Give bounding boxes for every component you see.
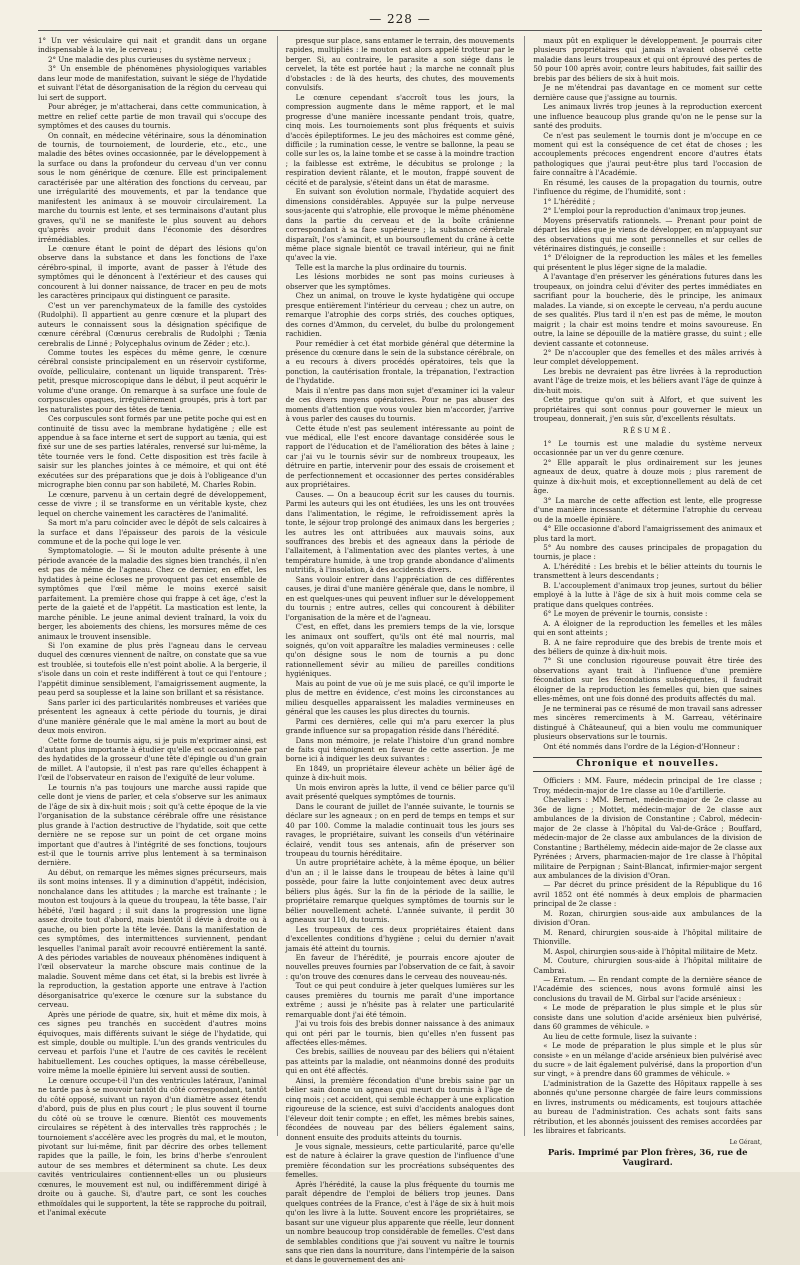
paragraph: — Par décret du prince président de la République du 16 avril 1852 ont été nommés à deux emplois de pharmacien principal de 2e classe : (533, 880, 763, 909)
paragraph: Cette forme de tournis aigu, si je puis m'exprimer ainsi, est d'autant plus importante à étudier qu'elle est occasionnée par des hydatides de la grosseur d'une tête d'épingle ou d'un grain de millet. A l'autopsie, il n'est pas rare qu'elles échappent à l'œil de l'observateur en raison de l'exiguïté de leur volume. (38, 735, 267, 783)
paragraph: C'est, en effet, dans les premiers temps de la vie, lorsque les animaux ont souffert, qu'ils ont été mal nourris, mal soignés, qu'on voit apparaître les maladies vermineuses : celle qu'on désigne sous le nom de tournis a pu donc rationnellement sévir au milieu de pareilles conditions hygiéniques. (285, 622, 515, 679)
paragraph: M. Aspol, chirurgien sous-aide à l'hôpital militaire de Metz. (543, 946, 758, 956)
column-3 (524, 36, 763, 1168)
paragraph: Le cœnure étant le point de départ des lésions qu'on observe dans la substance et dans les fonctions de l'axe cérébro-spinal, il importe, avant de passer à l'étude des symptômes qui le dénoncent à l'extérieur et des causes qui concourent à lui donner naissance, de tracer en peu de mots les caractères principaux qui distinguent ce parasite. (38, 243, 267, 301)
paragraph: maux pût en expliquer le développement. Je pourrais citer plusieurs propriétaires qui jamais n'avaient observé cette maladie dans leurs troupeaux et qui ont éprouvé des pertes de 50 pour 100 après avoir, contre leurs habitudes, fait saillir des brebis par des béliers de six à huit mois. (533, 36, 763, 83)
paragraph: L'administration de la Gazette des Hôpitaux rappelle à ses abonnés qu'une personne chargée de faire leurs commissions en livres, instruments ou médicaments, est toujours attachée au bureau de l'administration. Ces achats sont faits sans rétribution, et les abonnés jouissent des remises accordées par les libraires et fabricants. (533, 1078, 763, 1136)
paragraph: Un mois environ après la lutte, il vend ce bélier parce qu'il avait présenté quelques symptômes de tournis. (285, 782, 515, 802)
paragraph: Ont été nommés dans l'ordre de la Légion-d'Honneur : (543, 741, 740, 751)
paragraph: B. L'accouplement d'animaux trop jeunes, surtout du bélier employé à la lutte à l'âge de six à huit mois comme cela se pratique dans quelques contrées. (533, 580, 763, 609)
paragraph: Je ne terminerai pas ce résumé de mon travail sans adresser mes sincères remerciments à M. Garreau, vétérinaire distingué à Châteauneuf, qui a bien voulu me communiquer plusieurs observations sur le tournis. (533, 703, 763, 742)
paragraph: C'est un ver parenchymateux de la famille des cystoïdes (Rudolphi). Il appartient au genre cœnure et la plupart des auteurs le connaissent sous la désignation spécifique de cœnure cérébral (Cœnurus cerebralis de Rudolphi ; Tænia cerebralis de Linné ; Polycephalus ovinum de Zéder ; etc.). (38, 300, 267, 348)
gerant-label: Le Gérant, (729, 1138, 763, 1146)
paragraph: Mais il n'entre pas dans mon sujet d'examiner ici la valeur de ces divers moyens opératoires. Pour ne pas abuser des moments d'attention que vous voulez bien m'accorder, j'arrive à vous parler des causes du tournis. (285, 385, 515, 424)
paragraph: 7° Si une conclusion rigoureuse pouvait être tirée des observations ayant trait à l'influence d'une première fécondation sur les fécondations subséquentes, il faudrait éloigner de la reproduction les femelles qui, bien que saines elles-mêmes, ont une fois donné des produits affectés du mal. (533, 656, 763, 704)
paragraph: Le cœnure cependant s'accroît tous les jours, la compression augmente dans le même rapport, et le mal progresse d'une manière incessante pendant trois, quatre, cinq mois. Les tournoiements sont plus fréquents et suivis d'accès épileptiformes. Le jeu des mâchoires est comme gêné, difficile ; la rumination cesse, le ventre se ballonne, la peau se colle sur les os, la laine tombe et se casse à la moindre traction ; la faiblesse est extrême, le décubitus se prolonge ; la respiration devient râlante, et le mouton, frappé souvent de cécité et de paralysie, s'éteint dans un état de marasme. (285, 92, 515, 187)
paragraph: 1° D'éloigner de la reproduction les mâles et les femelles qui présentent le plus léger signe de la maladie. (533, 253, 763, 272)
paragraph: Les lésions morbides ne sont pas moins curieuses à observer que les symptômes. (285, 272, 515, 291)
paragraph: A l'avantage d'en préserver les générations futures dans les troupeaux, on joindra celui d'éviter des pertes immédiates en sacrifiant pour la boucherie, dès le principe, les animaux malades. La viande, si on excepte le cerveau, n'a perdu aucune de ses qualités. Plus tard il n'en est pas de même, le mouton maigrit ; la chair est moins tendre et moins savoureuse. En outre, la laine se dépouille de la matière grasse, du suint ; elle devient cassante et cotonneuse. (533, 272, 763, 348)
paragraph: Symptomatologie. — Si le mouton adulte présente à une période avancée de la maladie des signes bien tranchés, il n'en est pas de même de l'agneau. Chez ce dernier, en effet, les hydatides à peine écloses ne provoquent pas cet ensemble de symptômes que l'œil même le moins exercé saisit parfaitement. La première chose qui frappe à cet âge, c'est la perte de la gaieté et de l'appétit. La mastication est lente, la marche pénible. Le jeune animal devient traînard, la voix du berger, les aboiements des chiens, les morsures même de ces animaux le trouvent insensible. (38, 546, 267, 641)
paragraph: Le cœnure, parvenu à un certain degré de développement, cesse de vivre ; il se transforme en un véritable kyste, chez lequel on cherche vainement les caractères de l'animalité. (38, 489, 267, 518)
paragraph: Si l'on examine de plus près l'agneau dans le cerveau duquel des cœnures viennent de naître, on constate que sa vue est troublée, si toutefois elle n'est point abolie. A la bergerie, il s'isole dans un coin et reste indifférent à tout ce qui l'entoure ; l'appétit diminue sensiblement, l'amaigrissement augmente, la peau perd sa souplesse et la laine son brillant et sa résistance. (38, 641, 267, 698)
paragraph: A. A éloigner de la reproduction les femelles et les mâles qui en sont atteints ; (533, 618, 763, 638)
paragraph: Causes. — On a beaucoup écrit sur les causes du tournis. Parmi les auteurs qui les ont étudiées, les uns les ont trouvées dans l'alimentation, le régime, le refroidissement après la tonte, le séjour trop prolongé des animaux dans les bergeries ; les autres les ont attribuées aux mauvais soins, aux souffrances des brebis et des agneaux dans la période de l'allaitement, à l'alimentation avec des plantes vertes, à une température humide, à une trop grande abondance d'aliments nutritifs, à l'insolation, à des accidents divers. (285, 489, 515, 575)
paragraph: 2° L'emploi pour la reproduction d'animaux trop jeunes. (543, 206, 746, 216)
paragraph: M. Rozan, chirurgien sous-aide aux ambulances de la division d'Oran. (533, 908, 763, 928)
paragraph: B. A ne faire reproduire que des brebis de trente mois et des béliers de quinze à dix-huit mois. (533, 637, 763, 656)
paragraph: En faveur de l'hérédité, je pourrais encore ajouter de nouvelles preuves fournies par l'observation de ce fait, à savoir : qu'on trouve des cœnures dans le cerveau des nouveau-nés. (285, 952, 515, 981)
paragraph: Ainsi, la première fécondation d'une brebis saine par un bélier sain donne un agneau qui meurt du tournis à l'âge de cinq mois ; cet accident, qui semble échapper à une explication rigoureuse de la science, est suivi d'accidents analogues dont l'éleveur doit tenir compte ; en effet, les mêmes brebis saines, fécondées de nouveau par des béliers également sains, donnent ensuite des produits atteints du tournis. (285, 1075, 515, 1142)
paragraph: Les brebis ne devraient pas être livrées à la reproduction avant l'âge de treize mois, et les béliers avant l'âge de quinze à dix-huit mois. (533, 366, 763, 395)
columns-container (38, 36, 763, 1265)
paragraph: Sans parler ici des particularités nombreuses et variées que présentent les agneaux à cette période du tournis, je dirai d'une manière générale que le mal amène la mort au bout de deux mois environ. (38, 697, 267, 736)
paragraph: 2° De n'accoupler que des femelles et des mâles arrivés à leur complet développement. (533, 347, 763, 367)
paragraph: 6° Le moyen de prévenir le tournis, consiste : (543, 609, 708, 619)
paragraph: Les troupeaux de ces deux propriétaires étaient dans d'excellentes conditions d'hygiène ; celui du dernier n'avait jamais été atteint du tournis. (285, 924, 515, 953)
paragraph: 2° Elle apparaît le plus ordinairement sur les jeunes agneaux de deux, quatre à douze mois ; plus rarement de quinze à dix-huit mois, et exceptionnellement au delà de cet âge. (533, 457, 763, 496)
paragraph: Après l'hérédité, la cause la plus fréquente du tournis me paraît dépendre de l'emploi de béliers trop jeunes. Dans quelques contrées de la France, c'est à l'âge de six à huit mois qu'on les livre à la lutte. Souvent encore les propriétaires, se basant sur une vigueur plus apparente que réelle, leur donnent un nombre beaucoup trop considérable de femelles. C'est dans de semblables conditions que j'ai souvent vu naître le tournis sans que rien dans la nourriture, dans l'intempérie de la saison et dans le gouvernement des ani- (285, 1179, 515, 1265)
paragraph: Mais au point de vue où je me suis placé, ce qu'il importe le plus de mettre en évidence, c'est moins les circonstances au milieu desquelles apparaissent les maladies vermineuses en général que les causes les plus directes du tournis. (285, 678, 515, 717)
paragraph: Officiers : MM. Faure, médecin principal de 1re classe ; Troy, médecin-major de 1re classe au 10e d'artillerie. (533, 776, 763, 795)
paragraph: Ces brebis, saillies de nouveau par des béliers qui n'étaient pas atteints par la maladie, ont néanmoins donné des produits qui en ont été affectés. (285, 1047, 515, 1076)
paragraph: M. Couture, chirurgien sous-aide à l'hôpital militaire de Cambrai. (533, 956, 763, 975)
page-number: — 228 — (369, 12, 431, 26)
paragraph: Pour remédier à cet état morbide général que détermine la présence du cœnure dans le sein de la substance cérébrale, on a eu recours à divers procédés opératoires, tels que la ponction, la cautérisation frontale, la trépanation, l'extraction de l'hydatide. (285, 338, 515, 386)
paragraph: — Erratum. — En rendant compte de la dernière séance de l'Académie des sciences, nous avons formulé ainsi les conclusions du travail de M. Girbal sur l'acide arsénieux : (533, 974, 763, 1003)
paragraph: Le cœnure occupe-t-il l'un des ventricules latéraux, l'animal ne tarde pas à se mouvoir tantôt du côté correspondant, tantôt du côté opposé, suivant un rayon d'un diamètre assez étendu d'abord, puis de plus en plus court ; le plus souvent il tourne du côté où se trouve le cœnure. Bientôt ces mouvements circulaires se répètent à des intervalles très rapprochés ; le tournoiement s'accélère avec les progrès du mal, et le mouton, pivotant sur lui-même, finit par décrire des orbes tellement rapides que la paille, le foin, les brins d'herbe s'enroulent autour de ses membres et déterminent sa chute. Les deux cavités ventriculaires contiennent-elles un ou plusieurs cœnures, le mouvement est nul, ou indifféremment dirigé à droite ou à gauche. Si, d'autre part, ce sont les couches ethmoïdales qui le supportent, la tête se rapproche du poitrail, et l'animal exécute (38, 1075, 267, 1218)
paragraph: Au lieu de cette formule, lisez la suivante : (543, 1031, 697, 1041)
paragraph: Dans mon mémoire, je relate l'histoire d'un grand nombre de faits qui témoignent en faveur de cette assertion. Je me borne ici à indiquer les deux suivantes : (285, 735, 515, 764)
paragraph: 2° Une maladie des plus curieuses du système nerveux ; (47, 54, 252, 64)
paragraph: Ce n'est pas seulement le tournis dont je m'occupe en ce moment qui est la conséquence de cet état de choses ; les accouplements précoces engendrent encore d'autres états pathologiques que j'aurai peut-être plus tard l'occasion de faire connaître à l'Académie. (533, 130, 763, 178)
column-1 (38, 36, 267, 1218)
paragraph: Chevaliers : MM. Bernet, médecin-major de 2e classe au 36e de ligne ; Mottet, médecin-major de 2e classe aux ambulances de la division de Constantine ; Cabrol, médecin-major de 2e classe à l'hôpital du Val-de-Grâce ; Bouffard, médecin-major de 2e classe aux ambulances de la division de Constantine ; Barthélemy, médecin aide-major de 2e classe aux Pyrénées ; Arvers, pharmacien-major de 1re classe à l'hôpital militaire de Perpignan ; Saint-Blancat, infirmier-major sergent aux ambulances de la division d'Oran. (533, 795, 763, 880)
paragraph: Ces corpuscules sont formés par une petite poche qui est en continuité de tissu avec la membrane hydatigène ; elle est appendue à sa face interne et sert de support au tænia, qui est fixé sur une de ses parties latérales, renversé sur lui-même, la tête tournée vers le fond. Cette disposition est très facile à saisir sur les planches jointes à ce mémoire, et qui ont été exécutées sur des préparations que je dois à l'obligeance d'un micrographe bien connu par son habileté, M. Charles Robin. (38, 414, 267, 490)
paragraph: Moyens préservatifs rationnels. — Prenant pour point de départ les idées que je viens de développer, en m'appuyant sur des observations qui me sont personnelles et sur celles de vétérinaires distingués, je conseille : (533, 215, 763, 253)
paragraph: Je ne m'étendrai pas davantage en ce moment sur cette dernière cause que j'assigne au tournis. (533, 83, 763, 102)
paragraph: 5° Au nombre des causes principales de propagation du tournis, je place : (533, 543, 763, 562)
paragraph: 1° L'hérédité ; (543, 196, 596, 206)
paragraph: Je vous signale, messieurs, cette particularité, parce qu'elle est de nature à éclairer la grave question de l'influence d'une première fécondation sur les procréations subséquentes des femelles. (285, 1142, 515, 1180)
paragraph: On connaît, en médecine vétérinaire, sous la dénomination de tournis, de tournoiement, de lourderie, etc., etc., une maladie des bêtes ovines occasionnée, par le développement à la surface ou dans la profondeur du cerveau d'un ver connu sous le nom générique de cœnure. Elle est principalement caractérisée par une altération des fonctions du cerveau, par une irrégularité des mouvements, et par la tendance que manifestent les animaux à se mouvoir circulairement. La marche du tournis est lente, et ses terminaisons d'autant plus graves, qu'il ne se manifeste le plus souvent au dehors qu'après avoir produit dans l'économie des désordres irrémédiables. (38, 130, 267, 244)
paragraph: Les animaux livrés trop jeunes à la reproduction exercent une influence beaucoup plus grande qu'on ne le pense sur la santé des produits. (533, 102, 763, 131)
paragraph: Cette pratique qu'on suit à Alfort, et que suivent les propriétaires qui sont connus pour gouverner le mieux un troupeau, donnerait, j'en suis sûr, d'excellents résultats. (533, 395, 763, 424)
paragraph: En 1849, un propriétaire éleveur achète un bélier âgé de quinze à dix-huit mois. (285, 763, 515, 783)
top-rule (38, 30, 762, 31)
resume-title: RÉSUMÉ. (622, 426, 673, 435)
paragraph: Tout ce qui peut conduire à jeter quelques lumières sur les causes premières du tournis me paraît d'une importance extrême ; aussi je n'hésite pas à relater une particularité remarquable dont j'ai été témoin. (285, 981, 515, 1019)
paragraph: En résumé, les causes de la propagation du tournis, outre l'influence du régime, de l'humidité, sont : (533, 177, 763, 197)
paragraph: « Le mode de préparation le plus simple et le plus sûr consiste » en un mélange d'acide arsénieux bien pulvérisé avec du sucre » de lait également pulvérisé, dans la proportion d'un sur vingt, » à prendre dans 60 grammes de véhicule. » (533, 1041, 763, 1079)
paragraph: Le tournis n'a pas toujours une marche aussi rapide que celle dont je viens de parler, et cela s'observe sur les animaux de l'âge de six à dix-huit mois ; soit qu'à cette époque de la vie l'organisation de la substance cérébrale offre une résistance plus grande à l'action destructive de l'hydatide, soit que cette dernière ne se repose sur un point de cet organe moins important que d'autres à l'intégrité de ses fonctions, toujours est-il que le tournis arrive plus lentement à sa terminaison dernière. (38, 782, 267, 868)
paragraph: 4° Elle occasionne d'abord l'amaigrissement des animaux et plus tard la mort. (533, 524, 763, 543)
paragraph: 1° Le tournis est une maladie du système nerveux occasionnée par un ver du genre cœnure. (533, 439, 763, 458)
paragraph: Dans le courant de juillet de l'année suivante, le tournis se déclare sur les agneaux ; on en perd de temps en temps et sur 40 par 100. Comme la maladie continuait tous les jours ses ravages, le propriétaire, suivant les conseils d'un vétérinaire éclairé, vendit tous ses antenais, afin de préserver son troupeau du tournis héréditaire. (285, 801, 515, 858)
paragraph: Sa mort m'a paru coïncider avec le dépôt de sels calcaires à la surface et dans l'épaisseur des parois de la vésicule commune et de la poche qui loge le ver. (38, 518, 267, 547)
chronique-title: Chronique et nouvelles. (533, 757, 762, 772)
paragraph: Parmi ces dernières, celle qui m'a paru exercer la plus grande influence sur sa propagation réside dans l'hérédité. (285, 716, 515, 736)
paragraph: « Le mode de préparation le plus simple et le plus sûr consiste dans une solution d'acide arsénieux bien pulvérisé, dans 60 grammes de véhicule. » (533, 1003, 763, 1032)
paragraph: Chez un animal, on trouve le kyste hydatigène qui occupe presque entièrement l'intérieur du cerveau ; chez un autre, on remarque l'atrophie des corps striés, des couches optiques, des cornes d'Ammon, du cervelet, du bulbe du prolongement rachidien. (285, 291, 515, 339)
column-2 (277, 36, 515, 1265)
paragraph: presque sur place, sans entamer le terrain, des mouvements rapides, multipliés : le mouton est alors appelé trotteur par le berger. Si, au contraire, le parasite a son siége dans le cervelet, la tête est portée haut ; la marche ne connaît plus d'obstacles : de là des heurts, des chutes, des mouvements convulsifs. (285, 36, 515, 93)
paragraph: Cette étude n'est pas seulement intéressante au point de vue médical, elle l'est encore davantage considérée sous le rapport de l'éducation et de l'amélioration des bêtes à laine ; car j'ai vu le tournis sévir sur de nombreux troupeaux, les détruire en partie, intervenir pour des essais de croisement et de perfectionnement et occasionner des pertes considérables aux propriétaires. (285, 423, 515, 490)
paragraph: 3° La marche de cette affection est lente, elle progresse d'une manière incessante et détermine l'atrophie du cerveau ou de la moelle épinière. (533, 495, 763, 524)
paragraph: Pour abréger, je m'attacherai, dans cette communication, à mettre en relief cette partie de mon travail qui s'occupe des symptômes et des causes du tournis. (38, 102, 267, 131)
paragraph: Sans vouloir entrer dans l'appréciation de ces différentes causes, je dirai d'une manière générale que, dans le nombre, il en est quelques-unes qui peuvent influer sur le développement du tournis ; entre autres, celles qui concourent à débiliter l'organisation de la mère et de l'agneau. (285, 574, 515, 622)
paragraph: Comme toutes les espèces du même genre, le cœnure cérébral consiste principalement en un réservoir cystiforme, ovoïde, pelliculaire, contenant un liquide transparent. Très-petit, presque microscopique dans le début, il peut acquérir le volume d'une orange. On remarque à sa surface une foule de corpuscules opaques, irrégulièrement groupés, pris à tort par les naturalistes pour des têtes de tænia. (38, 347, 267, 414)
paragraph: 3° Un ensemble de phénomènes physiologiques variables dans leur mode de manifestation, suivant le siége de l'hydatide et suivant l'état de désorganisation de la région du cerveau qui lui sert de support. (38, 64, 267, 102)
paragraph: Au début, on remarque les mêmes signes précurseurs, mais ils sont moins intenses. Il y a diminution d'appétit, indécision, nonchalance dans les attitudes ; la marche est traînante ; le mouton est toujours à la queue du troupeau, la tête basse, l'air hébété, l'œil hagard ; il suit dans la progression une ligne assez droite tout d'abord, mais bientôt il dévie à droite ou à gauche, ou bien porte la tête levée. Dans la manifestation de ces symptômes, des intermittences surviennent, pendant lesquelles l'animal paraît avoir recouvré entièrement la santé. A des périodes variables de nouveaux phénomènes indiquent à l'œil observateur la marche obscure mais continue de la maladie. Souvent même dans cet état, si la brebis est livrée à la reproduction, la gestation apporte une entrave à l'action désorganisatrice qu'exerce le cœnure sur la substance du cerveau. (38, 867, 267, 1010)
paragraph: Un autre propriétaire achète, à la même époque, un bélier d'un an ; il le laisse dans le troupeau de bêtes à laine qu'il possède, pour faire la lutte conjointement avec deux autres béliers plus âgés. Sur la fin de la période de la saillie, le propriétaire remarque quelques symptômes de tournis sur le bélier nouvellement acheté. L'année suivante, il perdit 30 agneaux sur 110, du tournis. (285, 858, 515, 925)
paragraph: Après une période de quatre, six, huit et même dix mois, à ces signes peu tranchés en succèdent d'autres moins équivoques, mais différents suivant le siége de l'hydatide, qui est simple, double ou multiple. L'un des grands ventricules du cerveau et parfois l'une et l'autre de ces cavités le recèlent habituellement. Les couches optiques, la masse cérébelleuse, voire même la moelle épinière lui servent aussi de soutien. (38, 1009, 267, 1076)
paragraph: Telle est la marche la plus ordinaire du tournis. (295, 262, 467, 272)
paragraph: J'ai vu trois fois des brebis donner naissance à des animaux qui ont péri par le tournis, bien qu'elles n'en fussent pas affectées elles-mêmes. (285, 1019, 515, 1048)
paragraph: M. Renard, chirurgien sous-aide à l'hôpital militaire de Thionville. (533, 927, 763, 947)
paragraph: En suivant son évolution normale, l'hydatide acquiert des dimensions considérables. Appuyée sur la pulpe nerveuse sous-jacente qui s'atrophie, elle provoque le même phénomène dans la partie du cerveau et de la boîte crânienne correspondant à sa face supérieure ; la substance cérébrale disparaît, l'os s'amincit, et un boursouflement du crâne à cette même place signale bientôt ce travail intérieur, qui ne finit qu'avec la vie. (285, 187, 515, 263)
paragraph: 1° Un ver vésiculaire qui nait et grandit dans un organe indispensable à la vie, le cerveau ; (38, 36, 267, 55)
paragraph: A. L'hérédité : Les brebis et le bélier atteints du tournis le transmettent à leurs descendants ; (533, 561, 763, 581)
imprint-line: Paris. Imprimé par Plon frères, 36, rue de Vaugirard. (547, 1148, 748, 1168)
